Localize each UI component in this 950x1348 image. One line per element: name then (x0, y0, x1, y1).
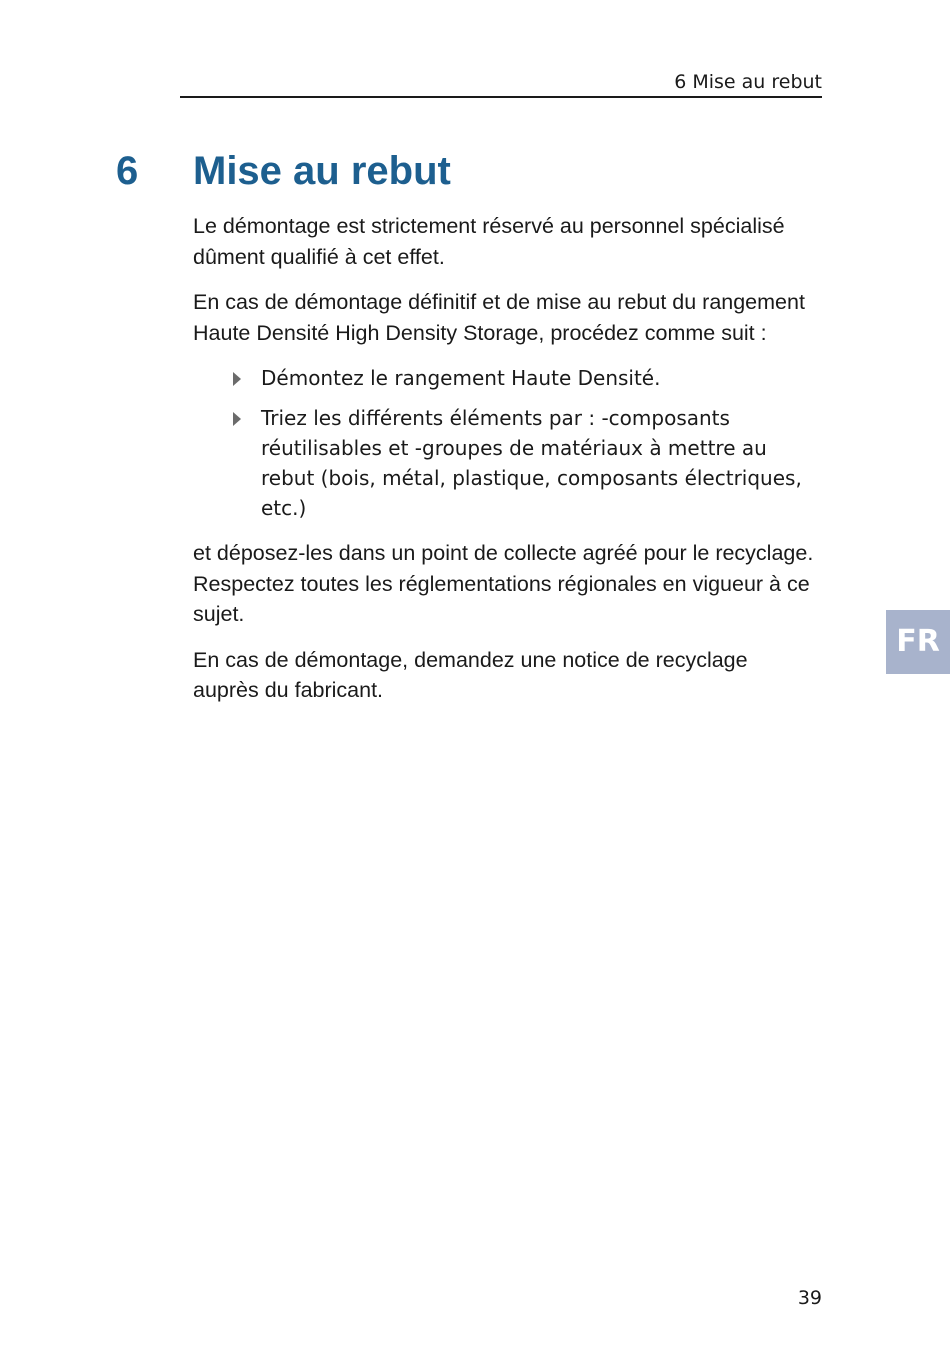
running-header: 6 Mise au rebut (180, 70, 822, 98)
triangle-bullet-icon (233, 372, 241, 386)
body-text (193, 211, 818, 721)
page-number: 39 (797, 1287, 822, 1309)
list-item (193, 403, 818, 523)
chapter-number: 6 (116, 149, 139, 193)
paragraph-intro: Le démontage est strictement réservé au personnel spécialisé dûment qualifié à cet effet. (193, 214, 785, 269)
language-tab: FR (886, 610, 950, 674)
chapter-title: Mise au rebut (193, 149, 451, 193)
list-item (193, 363, 818, 393)
paragraph-procedure: En cas de démontage définitif et de mise au rebut du rangement Haute Densité High Density Storage, procédez comme suit : (193, 290, 805, 345)
bullet-list (193, 363, 818, 523)
triangle-bullet-icon (233, 412, 241, 426)
paragraph-manufacturer: En cas de démontage, demandez une notice de recyclage auprès du fabricant. (193, 647, 748, 702)
list-item-text: Démontez le rangement Haute Densité. (261, 366, 661, 390)
paragraph-recycling: et déposez-les dans un point de collecte agréé pour le recyclage. Respectez toutes les réglementations régionales en vigueur à ce sujet. (193, 541, 814, 626)
list-item-text: Triez les différents éléments par : -composants réutilisables et -groupes de matériaux à mettre au rebut (bois, métal, plastique, composants électriques, etc.) (261, 406, 802, 520)
